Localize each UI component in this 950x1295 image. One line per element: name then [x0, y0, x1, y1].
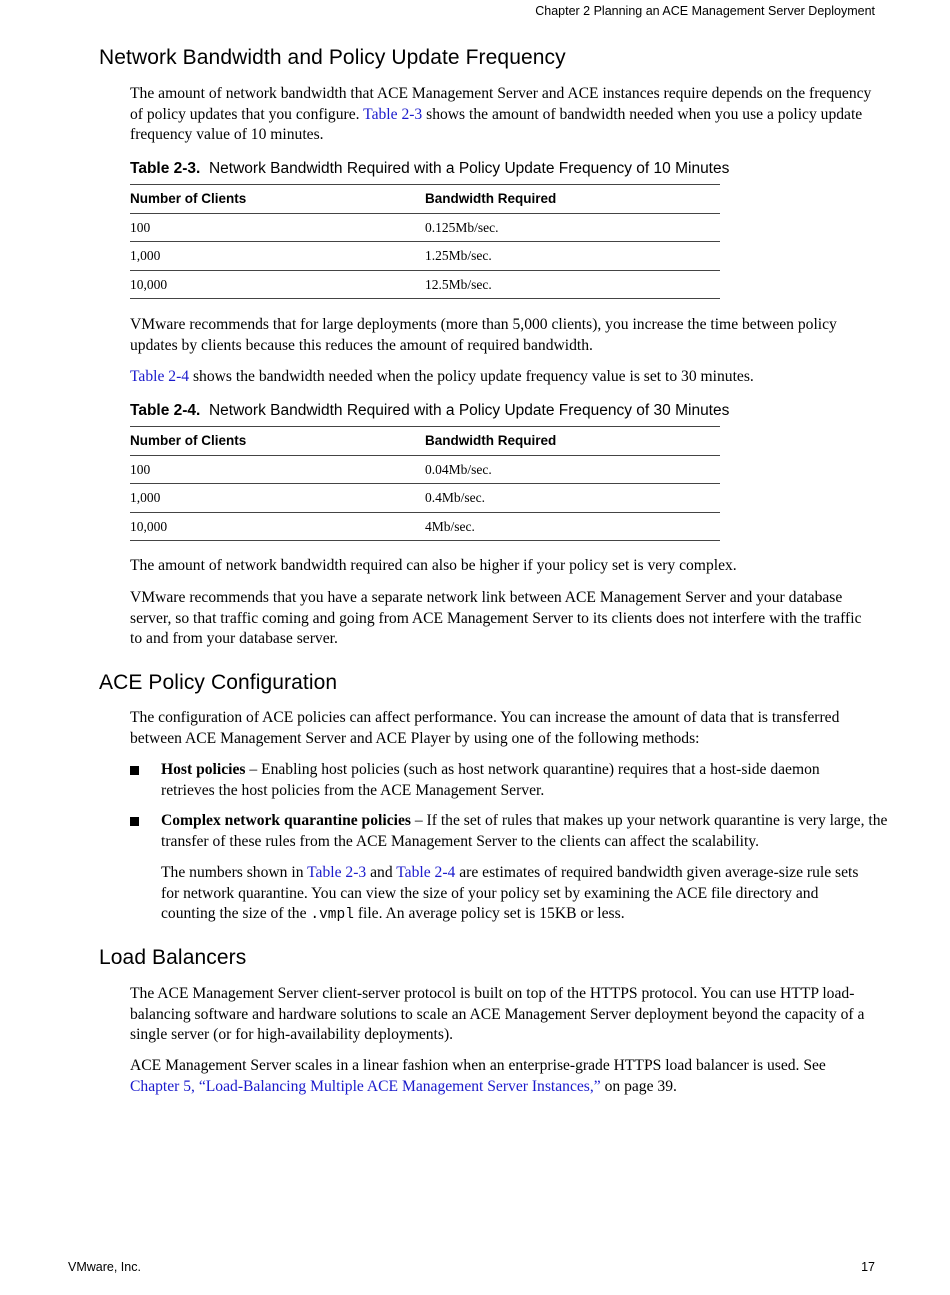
linear-scaling-paragraph [130, 1056, 875, 1097]
table-cell: 0.125Mb/sec. [425, 219, 499, 235]
table-row [130, 483, 720, 512]
table-header-row [130, 184, 720, 213]
vmpl-filename: .vmpl [310, 907, 354, 924]
table-cell: 100 [130, 219, 151, 235]
table-2-4-link[interactable]: Table 2-4 [396, 864, 456, 881]
table-row [130, 241, 720, 270]
bullet-term: Host policies [161, 761, 246, 778]
table-caption-text: Network Bandwidth Required with a Policy Update Frequency of 30 Minutes [208, 402, 730, 419]
large-deployment-paragraph: VMware recommends that for large deployments (more than 5,000 clients), you increase the time between policy updates by clients because this reduces the amount of required bandwidth. [130, 316, 837, 354]
table-2-3-link[interactable]: Table 2-3 [307, 864, 367, 881]
table-header-row [130, 426, 720, 455]
table-cell: 1,000 [130, 248, 161, 263]
bullet-description: – If the set of rules that makes up your network quarantine is very large, the transfer of these rules from the ACE Management Server to the clients can affect the scalability. [161, 812, 888, 850]
policy-intro-paragraph: The configuration of ACE policies can affect performance. You can increase the amount of data that is transferred between ACE Management Server and ACE Player by using one of the following methods: [130, 709, 840, 747]
table-2-4-intro-paragraph [130, 367, 875, 388]
page-number: 17 [861, 1260, 875, 1274]
table-2-3-caption [130, 160, 729, 178]
bandwidth-intro-paragraph [130, 84, 875, 146]
table-cell: 10,000 [130, 276, 168, 292]
table-cell: 1,000 [130, 490, 161, 505]
bullet-text [161, 811, 906, 852]
table-caption-text: Network Bandwidth Required with a Policy Update Frequency of 10 Minutes [208, 160, 730, 177]
load-balancer-paragraph: The ACE Management Server client-server protocol is built on top of the HTTPS protocol. You can use HTTP load-balancing software and hardware solutions to scale an ACE Management Server deployment beyond the capacity of a single server (or for high-availability deployments). [130, 985, 865, 1044]
table-row [130, 455, 720, 484]
bullet-square-icon [130, 817, 139, 826]
table-cell: 100 [130, 461, 151, 477]
table-label: Table 2-3. [130, 160, 201, 177]
column-header: Bandwidth Required [425, 191, 557, 206]
table-row [130, 512, 720, 542]
table-cell: 0.4Mb/sec. [425, 490, 485, 505]
paragraph-text: on page 39. [600, 1077, 677, 1095]
table-cell: 10,000 [130, 518, 168, 534]
table-cell: 12.5Mb/sec. [425, 276, 492, 292]
table-cell: 1.25Mb/sec. [425, 248, 492, 263]
column-header: Number of Clients [130, 191, 247, 206]
chapter-5-link[interactable]: Chapter 5, “Load-Balancing Multiple ACE Management Server Instances,” [130, 1077, 601, 1095]
quarantine-estimate-paragraph [161, 863, 876, 926]
bullet-description: – Enabling host policies (such as host network quarantine) requires that a host-side daemon retrieves the host policies from the ACE Management Server. [161, 761, 820, 799]
column-header: Bandwidth Required [425, 433, 557, 448]
section-title-policy: ACE Policy Configuration [99, 671, 338, 694]
bullet-text [161, 760, 876, 801]
table-2-3 [130, 184, 720, 299]
paragraph-text: ACE Management Server scales in a linear fashion when an enterprise-grade HTTPS load balancer is used. See [130, 1057, 826, 1074]
section-title-load-balancers: Load Balancers [99, 946, 247, 969]
paragraph-text: are estimates of required bandwidth given average-size rule sets for network quarantine. You can view the size of your policy set by examining the ACE file directory and counting the size of the [161, 864, 859, 923]
table-label: Table 2-4. [130, 402, 201, 419]
table-2-4-link[interactable]: Table 2-4 [130, 368, 190, 385]
table-row [130, 270, 720, 300]
complex-policy-paragraph: The amount of network bandwidth required can also be higher if your policy set is very complex. [130, 557, 737, 574]
table-2-4-caption [130, 402, 729, 420]
table-2-4 [130, 426, 720, 541]
section-title-bandwidth: Network Bandwidth and Policy Update Frequency [99, 46, 566, 69]
bullet-term: Complex network quarantine policies [161, 812, 411, 829]
paragraph-text: shows the bandwidth needed when the policy update frequency value is set to 30 minutes. [189, 368, 754, 385]
paragraph-text: file. An average policy set is 15KB or less. [353, 905, 625, 923]
table-2-3-link[interactable]: Table 2-3 [363, 105, 423, 123]
table-cell: 0.04Mb/sec. [425, 461, 492, 477]
footer-company: VMware, Inc. [68, 1260, 141, 1274]
paragraph-text: The amount of network bandwidth that ACE Management Server and ACE instances require depends on the frequency of policy updates that you configure. [130, 85, 872, 123]
table-row [130, 213, 720, 242]
running-header: Chapter 2 Planning an ACE Management Server Deployment [535, 4, 875, 18]
paragraph-text: shows the amount of bandwidth needed when you use a policy update frequency value of 10 minutes. [130, 105, 863, 144]
paragraph-text: The numbers shown in [161, 864, 308, 881]
separate-link-paragraph: VMware recommends that you have a separate network link between ACE Management Server and your database server, so that traffic coming and going from ACE Management Server to its clients does not interfere with the traffic to and from your database server. [130, 589, 862, 648]
paragraph-text: and [366, 864, 397, 881]
bullet-square-icon [130, 766, 139, 775]
table-cell: 4Mb/sec. [425, 518, 475, 534]
column-header: Number of Clients [130, 433, 247, 448]
